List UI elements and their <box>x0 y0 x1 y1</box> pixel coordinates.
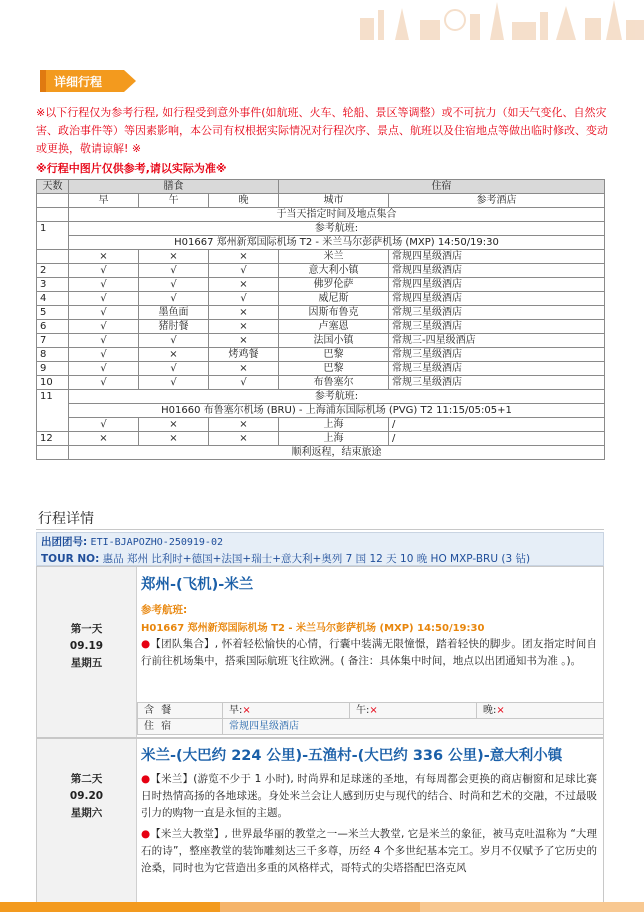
day-cell: 4 <box>37 292 69 306</box>
itinerary-summary-table <box>36 179 605 460</box>
city-cell: 意大利小镇 <box>279 264 389 278</box>
day2-label: 第二天 <box>70 773 103 785</box>
day1-paragraph-text: 【团队集合】, 怀着轻松愉快的心情，行囊中装满无限憧憬，踏着轻快的脚步。团友指定时间自行前往机场集中，搭乘国际航班飞往欧洲。( 备注：具体集中时间，地点以出团通知书为准 。)。 <box>141 638 597 667</box>
dinner-cell: 烤鸡餐 <box>209 348 279 362</box>
dinner-cell: × <box>209 362 279 376</box>
hotel-cell: / <box>389 432 605 446</box>
group-number-code: ETI-BJAPOZHO-250919-02 <box>90 537 223 548</box>
table-row <box>37 208 605 222</box>
breakfast-cell: √ <box>69 320 139 334</box>
lunch-cell: √ <box>139 292 209 306</box>
section-tag-label: 详细行程 <box>54 75 103 89</box>
top-skyline-banner <box>0 0 644 40</box>
flight-info-1: H01667 郑州新郑国际机场 T2 - 米兰马尔彭萨机场 (MXP) 14:50/19:30 <box>69 236 605 250</box>
breakfast-cell: √ <box>69 278 139 292</box>
city-cell: 上海 <box>279 432 389 446</box>
day1-flight-info: H01667 郑州新郑国际机场 T2 - 米兰马尔彭萨机场 (MXP) 14:50/19:30 <box>141 623 485 634</box>
breakfast-cell: √ <box>69 306 139 320</box>
dinner-cell: × <box>209 418 279 432</box>
lunch-cell: √ <box>139 362 209 376</box>
dinner-cell: √ <box>209 264 279 278</box>
lunch-cell: × <box>139 418 209 432</box>
table-row <box>37 292 605 306</box>
flight-label-2: 参考航班: <box>69 390 605 404</box>
table-row <box>37 264 605 278</box>
dinner-cell: × <box>209 250 279 264</box>
dinner-cell: × <box>209 334 279 348</box>
day-block-2 <box>36 738 604 904</box>
lunch-cell: √ <box>139 376 209 390</box>
lunch-cell: × <box>139 432 209 446</box>
day-cell: 9 <box>37 362 69 376</box>
disclaimer-text: ※以下行程仅为参考行程, 如行程受到意外事件(如航班、火车、轮船、景区等调整）或不可抗力（如天气变化、自然灾害、政治事件等）等因素影响，本公司有权根据实际情况对行程次序、景点、航班以及住宿地点等做出临时修改、变动或更换，敬请谅解! ※ <box>36 106 608 155</box>
city-cell: 布鲁塞尔 <box>279 376 389 390</box>
header-city: 城市 <box>279 194 389 208</box>
dinner-value: 晚:× <box>477 703 604 719</box>
city-cell: 巴黎 <box>279 348 389 362</box>
stay-row <box>138 719 604 735</box>
breakfast-value: 早:× <box>223 703 350 719</box>
tour-info-box <box>36 532 604 566</box>
header-lunch: 午 <box>139 194 209 208</box>
dinner-cell: × <box>209 432 279 446</box>
end-row: 顺利返程，结束旅途 <box>69 446 605 460</box>
breakfast-cell: × <box>69 432 139 446</box>
day-cell: 3 <box>37 278 69 292</box>
photo-disclaimer: ※行程中图片仅供参考,请以实际为准※ <box>36 162 227 175</box>
day2-title: 米兰-(大巴约 224 公里)-五渔村-(大巴约 336 公里)-意大利小镇 <box>141 748 563 764</box>
hotel-cell: 常规四星级酒店 <box>389 292 605 306</box>
dinner-cell: √ <box>209 292 279 306</box>
table-row <box>37 278 605 292</box>
city-cell: 巴黎 <box>279 362 389 376</box>
city-cell: 因斯布鲁克 <box>279 306 389 320</box>
day2-weekday: 星期六 <box>70 807 103 819</box>
hotel-cell: 常规三星级酒店 <box>389 348 605 362</box>
lunch-cell: √ <box>139 334 209 348</box>
dinner-cell: × <box>209 278 279 292</box>
table-row <box>37 446 605 460</box>
table-row <box>37 222 605 236</box>
breakfast-cell: √ <box>69 376 139 390</box>
day-block-1 <box>36 566 604 738</box>
lunch-cell: 猪肘餐 <box>139 320 209 334</box>
city-cell: 米兰 <box>279 250 389 264</box>
hotel-cell: 常规三星级酒店 <box>389 376 605 390</box>
group-number-line <box>41 534 599 551</box>
lunch-cell: 墨鱼面 <box>139 306 209 320</box>
header-day: 天数 <box>37 180 69 194</box>
day-rows <box>37 264 605 390</box>
day-cell: 10 <box>37 376 69 390</box>
city-cell: 法国小镇 <box>279 334 389 348</box>
day1-meals-table <box>137 702 604 735</box>
day-cell: 12 <box>37 432 69 446</box>
table-row <box>37 362 605 376</box>
city-cell: 佛罗伦萨 <box>279 278 389 292</box>
breakfast-cell: √ <box>69 362 139 376</box>
section-tag <box>40 70 136 92</box>
day1-flight-label: 参考航班: <box>141 604 188 616</box>
day-cell: 2 <box>37 264 69 278</box>
day2-content <box>141 739 597 877</box>
header-dinner: 晚 <box>209 194 279 208</box>
table-row <box>37 236 605 250</box>
day1-label: 第一天 <box>70 623 103 635</box>
hotel-cell: / <box>389 418 605 432</box>
hotel-cell: 常规四星级酒店 <box>389 278 605 292</box>
lunch-cell: √ <box>139 264 209 278</box>
table-row <box>37 404 605 418</box>
hotel-cell: 常规四星级酒店 <box>389 250 605 264</box>
day-cell: 7 <box>37 334 69 348</box>
day-cell: 5 <box>37 306 69 320</box>
table-subheader-row <box>37 194 605 208</box>
day1-date-column <box>37 567 137 737</box>
breakfast-cell: √ <box>69 292 139 306</box>
lunch-cell: × <box>139 250 209 264</box>
bullet-icon: ● <box>141 773 151 785</box>
day2-paragraph-2 <box>141 826 597 877</box>
header-hotel: 参考酒店 <box>389 194 605 208</box>
city-cell: 威尼斯 <box>279 292 389 306</box>
bottom-decor-band <box>0 902 644 912</box>
breakfast-cell: √ <box>69 264 139 278</box>
hotel-cell: 常规四星级酒店 <box>389 264 605 278</box>
meet-row: 于当天指定时间及地点集合 <box>69 208 605 222</box>
table-row <box>37 376 605 390</box>
bullet-icon: ● <box>141 828 151 840</box>
table-row <box>37 390 605 404</box>
table-header-row <box>37 180 605 194</box>
tour-number-label: TOUR NO: <box>41 553 100 565</box>
day-cell: 11 <box>37 390 69 432</box>
lunch-value: 午:× <box>350 703 477 719</box>
dinner-cell: × <box>209 306 279 320</box>
breakfast-cell: √ <box>69 348 139 362</box>
dinner-cell: × <box>209 320 279 334</box>
hotel-cell: 常规三星级酒店 <box>389 320 605 334</box>
header-stay: 住宿 <box>279 180 605 194</box>
breakfast-cell: √ <box>69 418 139 432</box>
day-cell: 8 <box>37 348 69 362</box>
flight-label: 参考航班: <box>69 222 605 236</box>
bullet-icon: ● <box>141 638 151 650</box>
header-breakfast: 早 <box>69 194 139 208</box>
dinner-cell: √ <box>209 376 279 390</box>
breakfast-cell: × <box>69 250 139 264</box>
header-meals: 膳食 <box>69 180 279 194</box>
meals-row <box>138 703 604 719</box>
group-number-label: 出团团号: <box>41 536 88 548</box>
day1-title: 郑州-(飞机)-米兰 <box>141 577 254 593</box>
meals-key: 含 餐 <box>138 703 223 719</box>
breakfast-cell: √ <box>69 334 139 348</box>
divider <box>36 529 604 530</box>
day2-paragraph-1 <box>141 771 597 822</box>
day-cell: 6 <box>37 320 69 334</box>
lunch-cell: √ <box>139 278 209 292</box>
day-cell: 1 <box>37 222 69 250</box>
city-cell: 上海 <box>279 418 389 432</box>
hotel-cell: 常规三-四星级酒店 <box>389 334 605 348</box>
day1-date: 09.19 <box>69 640 104 652</box>
table-row <box>37 334 605 348</box>
lunch-cell: × <box>139 348 209 362</box>
day2-paragraph-1-text: 【米兰】(游览不少于 1 小时), 时尚界和足球迷的圣地，有每周都会更换的商店橱窗和足球比赛日时热情高扬的各地球迷。身处米兰会让人感到历史与现代的结合、时尚和艺术的交融，不过最吸引力的购物一直是永恒的主题。 <box>141 773 597 819</box>
stay-hotel: 常规四星级酒店 <box>223 719 604 735</box>
day2-paragraph-2-text: 【米兰大教堂】, 世界最华丽的教堂之一—米兰大教堂, 它是米兰的象征，被马克吐温称为 “大理石的诗”，整座教堂的装饰雕刻达三千多尊，历经 4 个多世纪基本完工。岁月不仅赋予了它历史的沧桑，同时也为它营造出多重的风格样式，哥特式的尖塔搭配巴洛克风 <box>141 828 597 874</box>
stay-key: 住 宿 <box>138 719 223 735</box>
detail-section-title: 行程详情 <box>38 511 94 527</box>
flight-info-2: H01660 布鲁塞尔机场 (BRU) - 上海浦东国际机场 (PVG) T2 11:15/05:05+1 <box>69 404 605 418</box>
hotel-cell: 常规三星级酒店 <box>389 362 605 376</box>
city-cell: 卢塞恩 <box>279 320 389 334</box>
tour-number-line <box>41 551 599 567</box>
day1-weekday: 星期五 <box>70 657 103 669</box>
table-row <box>37 320 605 334</box>
table-row <box>37 418 605 432</box>
day1-content <box>141 567 597 670</box>
table-row <box>37 250 605 264</box>
tour-number-text: 惠品 郑州 比利时+德国+法国+瑞士+意大利+奥列 7 国 12 天 10 晚 HO MXP-BRU (3 钻) <box>102 553 531 565</box>
hotel-cell: 常规三星级酒店 <box>389 306 605 320</box>
day2-date: 09.20 <box>69 790 104 802</box>
table-row <box>37 432 605 446</box>
day2-date-column <box>37 739 137 904</box>
table-row <box>37 348 605 362</box>
day1-paragraph <box>141 636 597 670</box>
table-row <box>37 306 605 320</box>
